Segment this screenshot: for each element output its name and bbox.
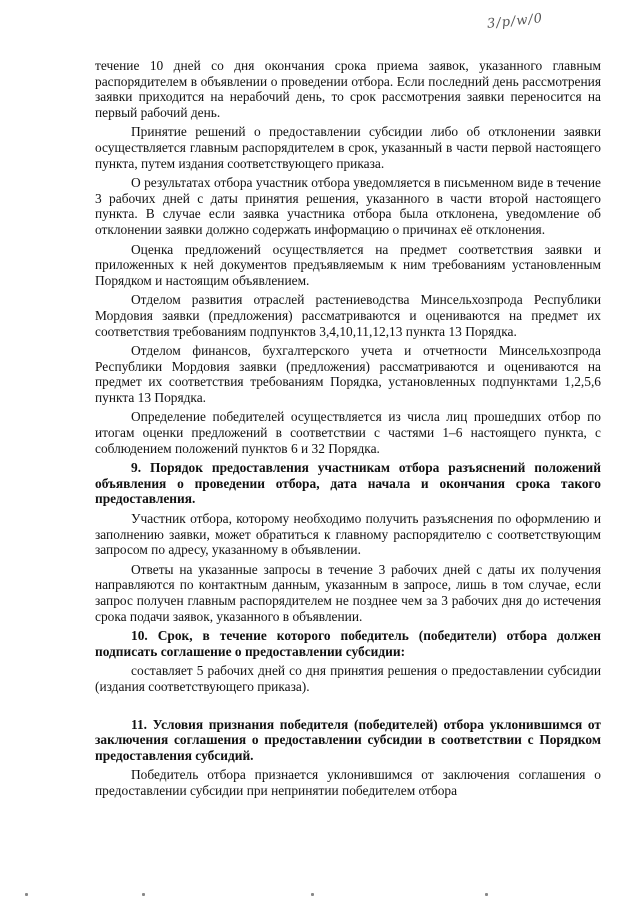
section-10-body: составляет 5 рабочих дней со дня принятия решения о предоставлении субсидии (издания соответствующего приказа).: [95, 663, 601, 694]
paragraph: Оценка предложений осуществляется на предмет соответствия заявки и приложенных к ней документов предъявляемым к ним требованиям установленным Порядком и настоящим объявлением.: [95, 241, 601, 288]
paragraph: течение 10 дней со дня окончания срока приема заявок, указанного главным распорядителем в объявлении о проведении отбора. Если последний день рассмотрения заявки приходится на нерабочий день, то срок рассмотрения заявки переносится на первый рабочий день.: [95, 58, 601, 120]
paragraph: О результатах отбора участник отбора уведомляется в письменном виде в течение 3 рабочих дней с даты принятия решения, указанного в части второй настоящего пункта. В случае если заявка участника отбора была отклонена, уведомление об отклонении заявки должно содержать информацию о причинах её отклонения.: [95, 175, 601, 237]
paragraph: Принятие решений о предоставлении субсидии либо об отклонении заявки осуществляется главным распорядителем в срок, указанный в части первой настоящего пункта, путем издания соответствующего приказа.: [95, 124, 601, 171]
handwritten-note: 3/p/w/0: [486, 11, 544, 32]
paragraph: Ответы на указанные запросы в течение 3 рабочих дней с даты их получения направляются по контактным данным, указанным в запросе, лишь в том случае, если запрос получен главным распорядителем не позднее чем за 3 рабочих дня до истечения срока подачи заявок, указанного в объявлении.: [95, 561, 601, 624]
paragraph: Отделом финансов, бухгалтерского учета и отчетности Минсельхозпрода Республики Мордовия заявки (предложения) рассматриваются и оцениваются на предмет их соответствия требованиям Порядка, установленных подпунктами 1,2,5,6 пункта 13 Порядка.: [95, 343, 601, 405]
section-11-heading: 11. Условия признания победителя (победителей) отбора уклонившимся от заключения соглашения о предоставлении субсидии в соответствии с Порядком предоставления субсидий.: [95, 716, 601, 763]
document-body: [95, 58, 601, 803]
paragraph: Участник отбора, которому необходимо получить разъяснения по оформлению и заполнению заявки, может обратиться к главному распорядителю с соответствующим запросом по адресу, указанному в объявлении.: [95, 511, 601, 558]
section-9-heading: 9. Порядок предоставления участникам отбора разъяснений положений объявления о проведении отбора, дата начала и окончания срока такого предоставления.: [95, 460, 601, 507]
paragraph: Отделом развития отраслей растениеводства Минсельхозпрода Республики Мордовия заявки (предложения) рассматриваются и оцениваются на предмет их соответствия требованиям подпунктов 3,4,10,11,12,13 пункта 13 Порядка.: [95, 292, 601, 339]
scan-specks: [0, 893, 640, 897]
paragraph: Определение победителей осуществляется из числа лиц прошедших отбор по итогам оценки предложений в соответствии с частями 1–6 настоящего пункта, с соблюдением положений пунктов 6 и 32 Порядка.: [95, 409, 601, 456]
section-10-heading: 10. Срок, в течение которого победитель (победители) отбора должен подписать соглашение о предоставлении субсидии:: [95, 628, 601, 659]
section-11-body: Победитель отбора признается уклонившимся от заключения соглашения о предоставлении субсидии при непринятии победителем отбора: [95, 767, 601, 798]
